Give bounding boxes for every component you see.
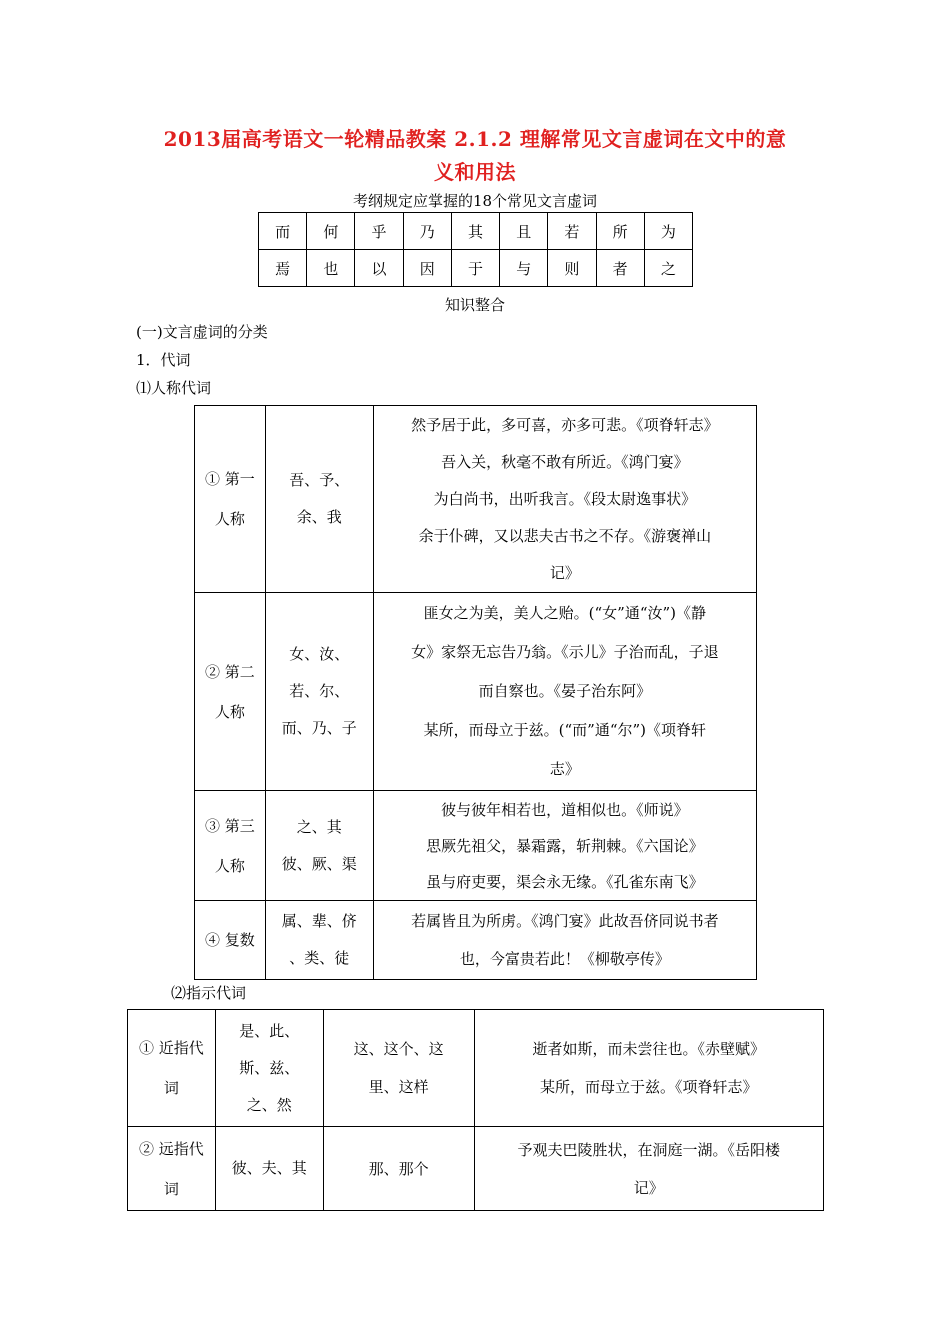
word-grid-cell: 且	[500, 213, 548, 250]
grid-caption: 考纲规定应掌握的18个常见文言虚词	[352, 192, 598, 210]
demonstrative-category	[128, 1127, 216, 1211]
word-grid-cell: 焉	[259, 250, 307, 287]
doc-title-line2: 义和用法	[434, 160, 516, 184]
demonstrative-words-line: 斯、兹、	[239, 1058, 300, 1077]
pronoun-words-line: 女、汝、	[289, 645, 350, 663]
pronoun-examples	[373, 593, 756, 791]
knowledge-heading: 知识整合	[444, 296, 505, 314]
pronoun-examples-line: 而自察也。《晏子治东阿》	[478, 682, 652, 700]
demonstrative-category	[128, 1010, 216, 1127]
pronoun-category-line: 人称	[214, 702, 245, 721]
pronoun-category	[195, 593, 266, 791]
pronoun-examples-line: 某所，而母立于兹。(“而”通“尔”)《项脊轩	[423, 721, 707, 739]
pronoun-examples	[373, 901, 756, 980]
word-grid-row	[259, 213, 693, 250]
demonstrative-meaning	[323, 1010, 474, 1127]
demonstrative-category-line: 词	[163, 1079, 179, 1097]
demonstrative-words-line: 彼、夫、其	[231, 1159, 307, 1177]
pronoun-words	[265, 406, 373, 593]
word-grid-cell: 乎	[355, 213, 403, 250]
pronoun-category-line: 人称	[214, 510, 245, 528]
pronoun-category	[195, 791, 266, 901]
demonstrative-examples-line: 某所，而母立于兹。《项脊轩志》	[539, 1078, 758, 1096]
pronoun-examples-line: 彼与彼年相若也，道相似也。《师说》	[441, 800, 689, 819]
section-heading-classes: (一)文言虚词的分类	[136, 323, 268, 341]
word-grid-row	[259, 250, 693, 287]
pronoun-words	[265, 593, 373, 791]
pronoun-examples-line: 也，今富贵若此！《柳敬亭传》	[459, 950, 670, 968]
pronoun-examples-line: 记》	[549, 563, 580, 582]
demonstrative-pronoun-table	[127, 1009, 824, 1211]
demonstrative-meaning-line: 这、这个、这	[353, 1040, 444, 1058]
doc-title-line1: 2013届高考语文一轮精品教案 2.1.2 理解常见文言虚词在文中的意	[163, 127, 787, 151]
demonstrative-words	[215, 1127, 323, 1211]
pronoun-words-line: 彼、厥、渠	[281, 854, 357, 873]
pronoun-examples-line: 女》家祭无忘告乃翁。《示儿》子治而乱，子退	[411, 643, 719, 661]
word-grid-cell: 以	[355, 250, 403, 287]
word-grid-cell: 也	[307, 250, 355, 287]
word-grid-cell: 何	[307, 213, 355, 250]
pronoun-category	[195, 901, 266, 980]
word-grid-cell: 而	[259, 213, 307, 250]
personal-pronoun-row	[195, 901, 757, 980]
word-grid	[258, 212, 693, 287]
word-grid-cell: 其	[451, 213, 499, 250]
pronoun-category-line: ② 第二	[205, 662, 255, 681]
word-grid-cell: 者	[596, 250, 644, 287]
personal-pronoun-row	[195, 406, 757, 593]
pronoun-examples-line: 志》	[549, 760, 580, 778]
pronoun-words-line: 、类、徒	[289, 949, 350, 967]
pronoun-words	[265, 901, 373, 980]
pronoun-examples-line: 若属皆且为所虏。《鸿门宴》此故吾侪同说书者	[411, 912, 719, 930]
demonstrative-meaning-line: 那、那个	[368, 1159, 429, 1178]
word-grid-cell: 于	[451, 250, 499, 287]
demonstrative-pronoun-row	[128, 1127, 824, 1211]
pronoun-category-line: 人称	[214, 856, 245, 875]
pronoun-category-line: ① 第一	[205, 470, 255, 488]
demonstrative-words-line: 是、此、	[239, 1021, 300, 1040]
pronoun-words	[265, 791, 373, 901]
pronoun-words-line: 属、辈、侪	[281, 912, 357, 930]
word-grid-cell: 所	[596, 213, 644, 250]
word-grid-cell: 则	[548, 250, 596, 287]
demonstrative-examples-line: 予观夫巴陵胜状，在洞庭一湖。《岳阳楼	[517, 1140, 780, 1159]
demonstrative-meaning	[323, 1127, 474, 1211]
demonstrative-category-line: ① 近指代	[139, 1039, 204, 1057]
pronoun-examples-line: 虽与府吏要，渠会永无缘。《孔雀东南飞》	[426, 872, 704, 891]
pronoun-examples	[373, 791, 756, 901]
demonstrative-words	[215, 1010, 323, 1127]
demonstrative-words-line: 之、然	[246, 1095, 292, 1114]
demonstrative-examples-line: 记》	[633, 1178, 664, 1197]
demonstrative-category-line: ② 远指代	[139, 1139, 204, 1158]
demonstrative-examples	[474, 1127, 824, 1211]
pronoun-category-line: ④ 复数	[205, 931, 255, 949]
pronoun-category	[195, 406, 266, 593]
pronoun-examples-line: 匪女之为美，美人之贻。(“女”通“汝”)《静	[423, 604, 707, 622]
personal-pronoun-table	[194, 405, 757, 980]
personal-pronoun-row	[195, 791, 757, 901]
word-grid-cell: 为	[644, 213, 692, 250]
pronoun-words-line: 余、我	[296, 508, 342, 526]
pronoun-words-line: 若、尔、	[289, 682, 350, 700]
word-grid-cell: 与	[500, 250, 548, 287]
section-heading-demonstrative: ⑵指示代词	[171, 984, 247, 1002]
pronoun-words-line: 吾、予、	[289, 471, 350, 489]
section-heading-pronouns: 1．代词	[136, 351, 191, 369]
pronoun-category-line: ③ 第三	[205, 816, 255, 835]
demonstrative-examples-line: 逝者如斯，而未尝往也。《赤壁赋》	[532, 1040, 765, 1058]
demonstrative-meaning-line: 里、这样	[368, 1078, 429, 1096]
demonstrative-category-line: 词	[163, 1179, 179, 1198]
pronoun-examples	[373, 406, 756, 593]
pronoun-words-line: 之、其	[296, 817, 342, 836]
pronoun-examples-line: 吾入关，秋毫不敢有所近。《鸿门宴》	[441, 452, 689, 471]
pronoun-examples-line: 思厥先祖父，暴霜露，斩荆棘。《六国论》	[426, 836, 704, 855]
personal-pronoun-row	[195, 593, 757, 791]
pronoun-examples-line: 为白尚书，出听我言。《段太尉逸事状》	[433, 489, 697, 508]
word-grid-cell: 因	[403, 250, 451, 287]
section-heading-personal: ⑴人称代词	[136, 379, 212, 397]
demonstrative-pronoun-row	[128, 1010, 824, 1127]
pronoun-examples-line: 然予居于此，多可喜，亦多可悲。《项脊轩志》	[411, 415, 719, 434]
demonstrative-examples	[474, 1010, 824, 1127]
word-grid-cell: 乃	[403, 213, 451, 250]
word-grid-cell: 之	[644, 250, 692, 287]
word-grid-cell: 若	[548, 213, 596, 250]
pronoun-examples-line: 余于仆碑，又以悲夫古书之不存。《游褒禅山	[418, 526, 712, 545]
pronoun-words-line: 而、乃、子	[281, 719, 357, 737]
